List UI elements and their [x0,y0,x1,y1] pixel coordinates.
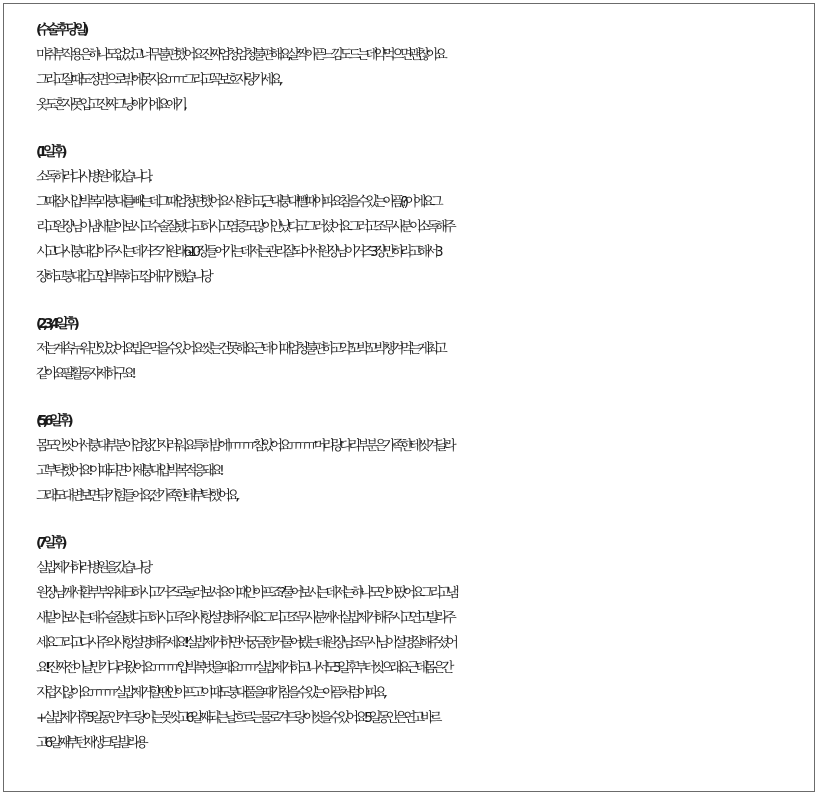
text-line: 지럽지 않아요ㅠㅠㅠ 실밥제거 할땐 안아프고 이때도 붕대 풀을때가 참을수있는 아픔처럼 아파요,, [36,685,383,701]
document-body [36,18,806,778]
section-day-7 [36,531,806,756]
text-line: 몸도 안씻어서 붕대 부분이 엄청 간지러워요 특히 밤에 ㅠㅠㅠ 참았어요 ㅠㅠㅠ 머리랑 다리부분은 가족한테 씻겨달라 [36,438,453,454]
text-line: 같아요 팔 활동 자제하구요! [36,366,133,382]
section-heading: (수술 후 당일) [36,22,86,38]
text-line: 장하고 붕대 감고 압박복 하고 집에 귀가했습니당 [36,269,210,285]
text-line: 저는 계속 누워만 있었어요 밥은 먹을 수 있어요 씻는건 못해요 근데 이때 엄청 불편하고 약 꼬박꼬박 챙겨먹는게 최고 [36,341,444,357]
text-line: 그리고 잘 때도 정면으로 밖에 못 자요 ㅠㅠ 그리고 꼭 보호자랑 가세요,, [36,72,279,88]
section-heading: (2,3,4일 후) [36,316,76,332]
text-line: 시고 다시 붕대 감아주시는데 거즈가 원래 6-10장 들어가는데 저는 관리 잘되어서 원장님이 거즈 3장만 하라고 해서 3 [36,244,440,260]
section-heading: (5,6일 후) [36,413,70,429]
text-line: 세요 그리고 다시 주의사항 설명해주세요!! 실밥제거 하면서 궁금한거 물어봤는데 원장님 조무사님이 설명 잘해주셨어 [36,635,455,651]
text-line: 원장님께서 환부부위 체크하시고 거즈로 눌러보셔요 이때 안아프죠? 물어보시는데 저는 하나도 안아팠어요 그리고 냄 [36,585,456,601]
text-line: 그래도 대변보면 닦기 힘들어요,, 전 가족한테 부탁했어요,, [36,488,236,504]
text-line: 옷도 혼자 못입고 진짜 그냥 애기에요 애기,,, [36,97,184,113]
text-line: 새 맡아보시는데 수술 잘 됐다고 하시고 주의사항 설명해주세요 그리고 조무사분께서 실밥제거 해주시고 연고 발라주 [36,610,453,626]
text-line: 리고 원장님이 냄새 맡아보시고 수술 잘 됐다고 하시고 염증도 많이 안났다고 그러셨어요 그러고 조무사분이 소독 해주 [36,219,453,235]
section-heading: (1일 후) [36,144,64,160]
text-line: +실밥 제거 후 5일동안 겨드랑이는 못 씻고 6일째 되는 날 흐르는 물로 겨드랑이 씻을 수 있어요! 5일동안은 연고 바르 [36,710,439,726]
section-day-2-3-4 [36,312,806,387]
text-line: 실밥 제거하러 병원을 갔습니당 [36,560,149,576]
section-heading: (7일 후) [36,535,64,551]
section-day-5-6 [36,409,806,509]
text-line: 요!! 진짜 전 이날만 기다려왔어요ㅠㅠㅠ 압박복 벗을때요ㅠㅠ 실밥제거 하고 나서도 5일후부터 씻으래요 근데 몸은 간 [36,660,451,676]
section-day-1 [36,140,806,290]
text-line: 고 6일째 부턴 재생크림 발라용 [36,735,145,751]
document-frame [3,3,815,792]
section-surgery-day [36,18,806,118]
text-line: 고 부탁했어요! 이때되면 이제 붕대 압박복 적응돼요! [36,463,221,479]
text-line: 그때 잠시 압박복과 붕대를 빼는데 그때 엄청 편했어요 시원하고,, 근대 붕대 뺄때 아파요 참을수 있는 아픔(?)이에요 그 [36,194,440,210]
text-line: 소독하러 다시 병원에 갔습니다. [36,169,149,185]
text-line: 마취 부작용은 하나도 없었고 너무 불편했어요 진짜 엄청 엄청 불편해요,,, 살짝 아픈느낌도 드는데 약 먹으면 괜찮아요 [36,47,444,63]
